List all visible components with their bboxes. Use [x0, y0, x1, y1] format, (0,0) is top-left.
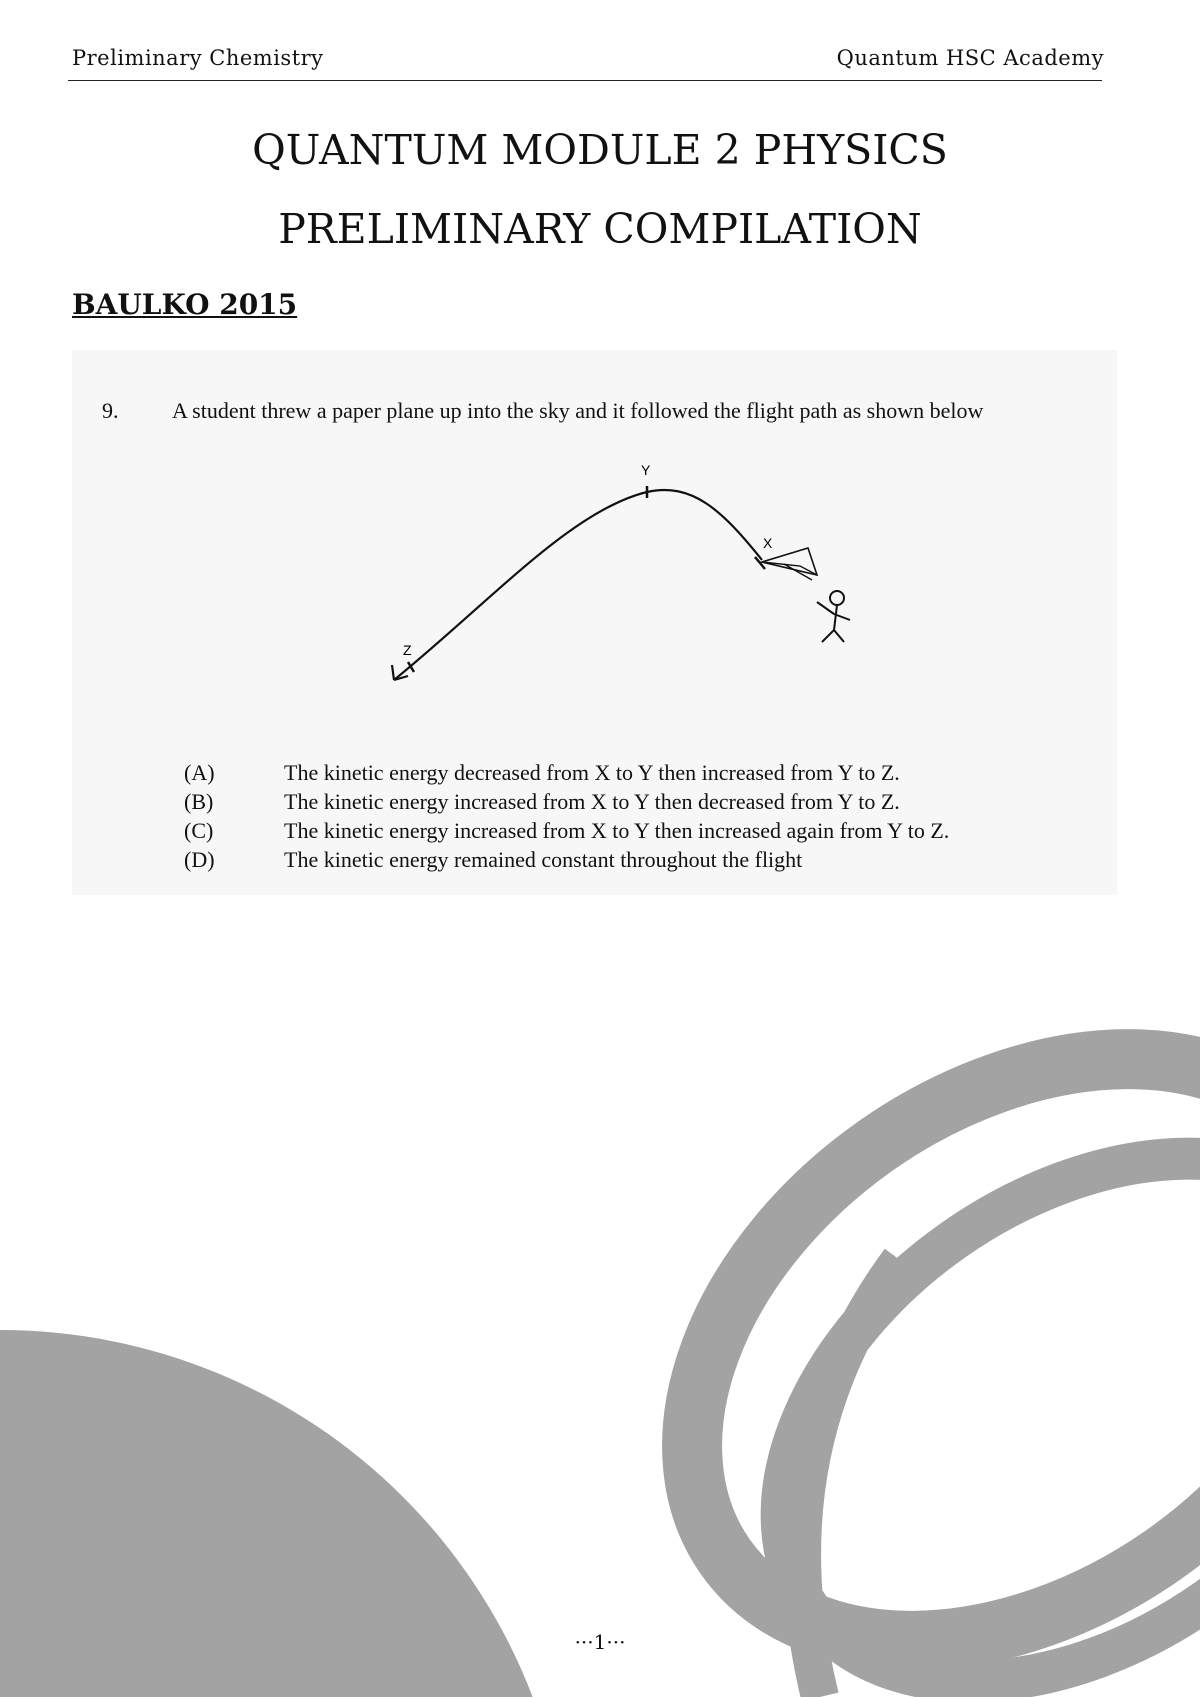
header-course-name: Preliminary Chemistry [72, 46, 324, 70]
question-number: 9. [102, 398, 119, 423]
student-stick-figure-icon [817, 591, 850, 642]
flight-path-arrowhead [392, 665, 408, 680]
option-text: The kinetic energy increased from X to Y then increased again from Y to Z. [284, 818, 950, 843]
point-y-label: Y [641, 462, 651, 478]
page-number: ···1··· [574, 1630, 626, 1654]
document-title-line-1: QUANTUM MODULE 2 PHYSICS [252, 126, 948, 174]
question-text: A student threw a paper plane up into the sky and it followed the flight path as shown below [172, 398, 984, 423]
point-x-label: X [763, 535, 773, 551]
document-title-line-2: PRELIMINARY COMPILATION [278, 205, 922, 253]
option-text: The kinetic energy remained constant throughout the flight [284, 847, 803, 872]
option-text: The kinetic energy increased from X to Y then decreased from Y to Z. [284, 789, 900, 814]
point-z-label: Z [403, 642, 412, 658]
option-text: The kinetic energy decreased from X to Y then increased from Y to Z. [284, 760, 900, 785]
header-divider [68, 80, 1102, 81]
section-heading: BAULKO 2015 [72, 288, 298, 321]
flight-path-curve [394, 490, 762, 680]
option-letter: (B) [184, 789, 214, 814]
option-letter: (A) [184, 760, 215, 785]
question-scan-box [72, 350, 1117, 895]
option-letter: (D) [184, 847, 215, 872]
paper-plane-icon [762, 548, 817, 580]
header-academy-name: Quantum HSC Academy [836, 46, 1104, 70]
option-letter: (C) [184, 818, 214, 843]
